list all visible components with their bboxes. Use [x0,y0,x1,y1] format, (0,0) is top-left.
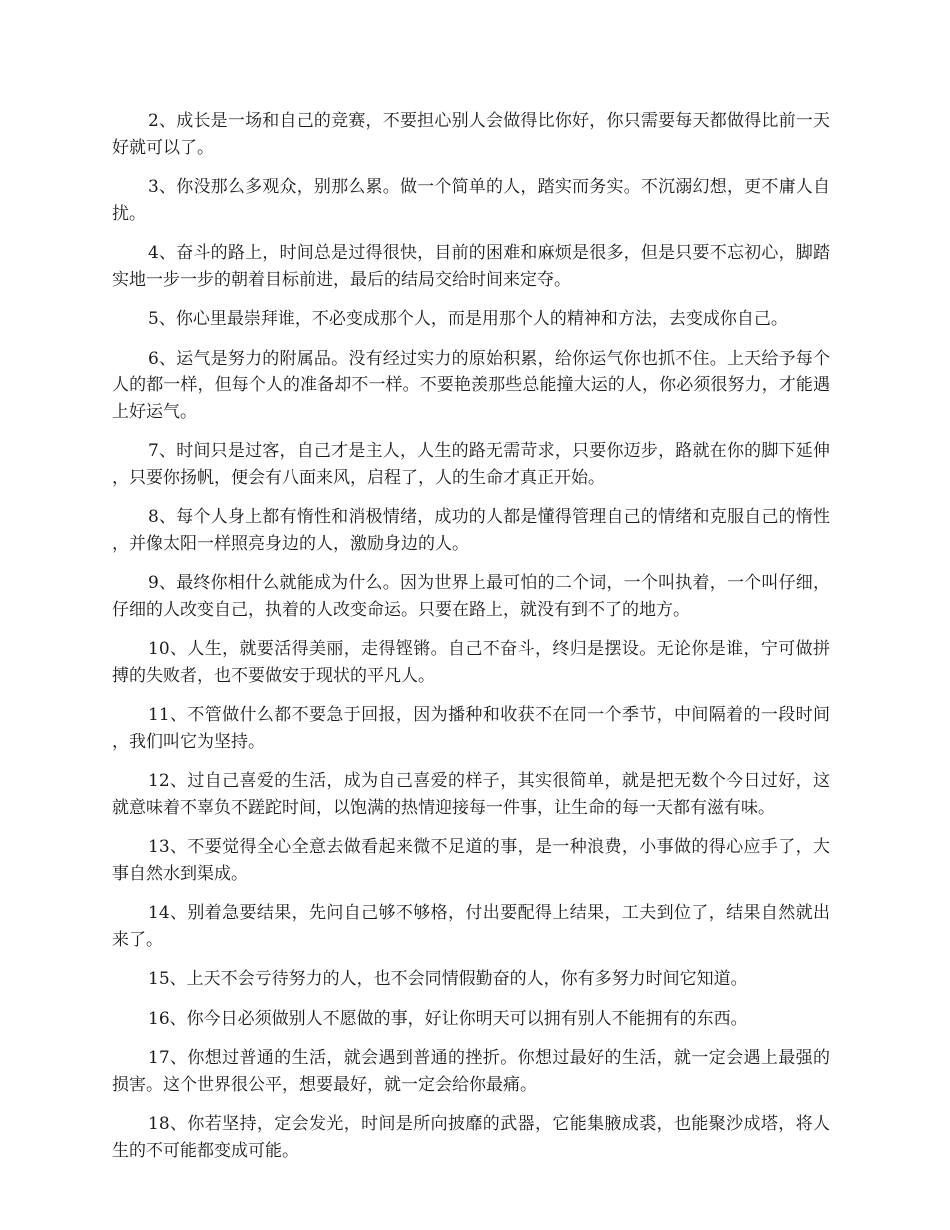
paragraph-7: 7、时间只是过客，自己才是主人，人生的路无需苛求，只要你迈步，路就在你的脚下延伸，只要你扬帆，便会有八面来风，启程了，人的生命才真正开始。 [112,441,830,488]
paragraph-10: 10、人生，就要活得美丽，走得铿锵。自己不奋斗，终归是摆设。无论你是谁，宁可做拼搏的失败者，也不要做安于现状的平凡人。 [112,639,830,686]
paragraph-12: 12、过自己喜爱的生活，成为自己喜爱的样子，其实很简单，就是把无数个今日过好，这就意味着不辜负不蹉跎时间，以饱满的热情迎接每一件事，让生命的每一天都有滋有味。 [112,771,830,818]
paragraph-13: 13、不要觉得全心全意去做看起来微不足道的事，是一种浪费，小事做的得心应手了，大事自然水到渠成。 [112,837,830,884]
paragraph-5: 5、你心里最崇拜谁，不必变成那个人，而是用那个人的精神和方法，去变成你自己。 [148,309,788,329]
paragraph-16: 16、你今日必须做别人不愿做的事，好让你明天可以拥有别人不能拥有的东西。 [148,1008,748,1029]
paragraph-3: 3、你没那么多观众，别那么累。做一个简单的人，踏实而务实。不沉溺幻想，更不庸人自扰。 [112,177,830,224]
paragraph-9: 9、最终你相什么就能成为什么。因为世界上最可怕的二个词，一个叫执着，一个叫仔细，仔细的人改变自己，执着的人改变命运。只要在路上，就没有到不了的地方。 [112,573,830,620]
paragraph-17: 17、你想过普通的生活，就会遇到普通的挫折。你想过最好的生活，就一定会遇上最强的损害。这个世界很公平，想要最好，就一定会给你最痛。 [112,1048,830,1095]
paragraph-18: 18、你若坚持，定会发光，时间是所向披靡的武器，它能集腋成裘，也能聚沙成塔，将人生的不可能都变成可能。 [112,1114,830,1161]
paragraph-4: 4、奋斗的路上，时间总是过得很快，目前的困难和麻烦是很多，但是只要不忘初心，脚踏实地一步一步的朝着目标前进，最后的结局交给时间来定夺。 [112,243,830,290]
paragraph-6: 6、运气是努力的附属品。没有经过实力的原始积累，给你运气你也抓不住。上天给予每个人的都一样，但每个人的准备却不一样。不要艳羡那些总能撞大运的人，你必须很努力，才能遇上好运气。 [112,348,830,422]
document-body [112,108,830,1177]
paragraph-14: 14、别着急要结果，先问自己够不够格，付出要配得上结果，工夫到位了，结果自然就出来了。 [112,903,830,950]
paragraph-2: 2、成长是一场和自己的竞赛，不要担心别人会做得比你好，你只需要每天都做得比前一天好就可以了。 [112,111,830,158]
paragraph-8: 8、每个人身上都有惰性和消极情绪，成功的人都是懂得管理自己的情绪和克服自己的惰性，并像太阳一样照亮身边的人，激励身边的人。 [112,507,830,554]
paragraph-11: 11、不管做什么都不要急于回报，因为播种和收获不在同一个季节，中间隔着的一段时间，我们叫它为坚持。 [112,705,830,752]
paragraph-15: 15、上天不会亏待努力的人，也不会同情假勤奋的人，你有多努力时间它知道。 [148,969,748,989]
